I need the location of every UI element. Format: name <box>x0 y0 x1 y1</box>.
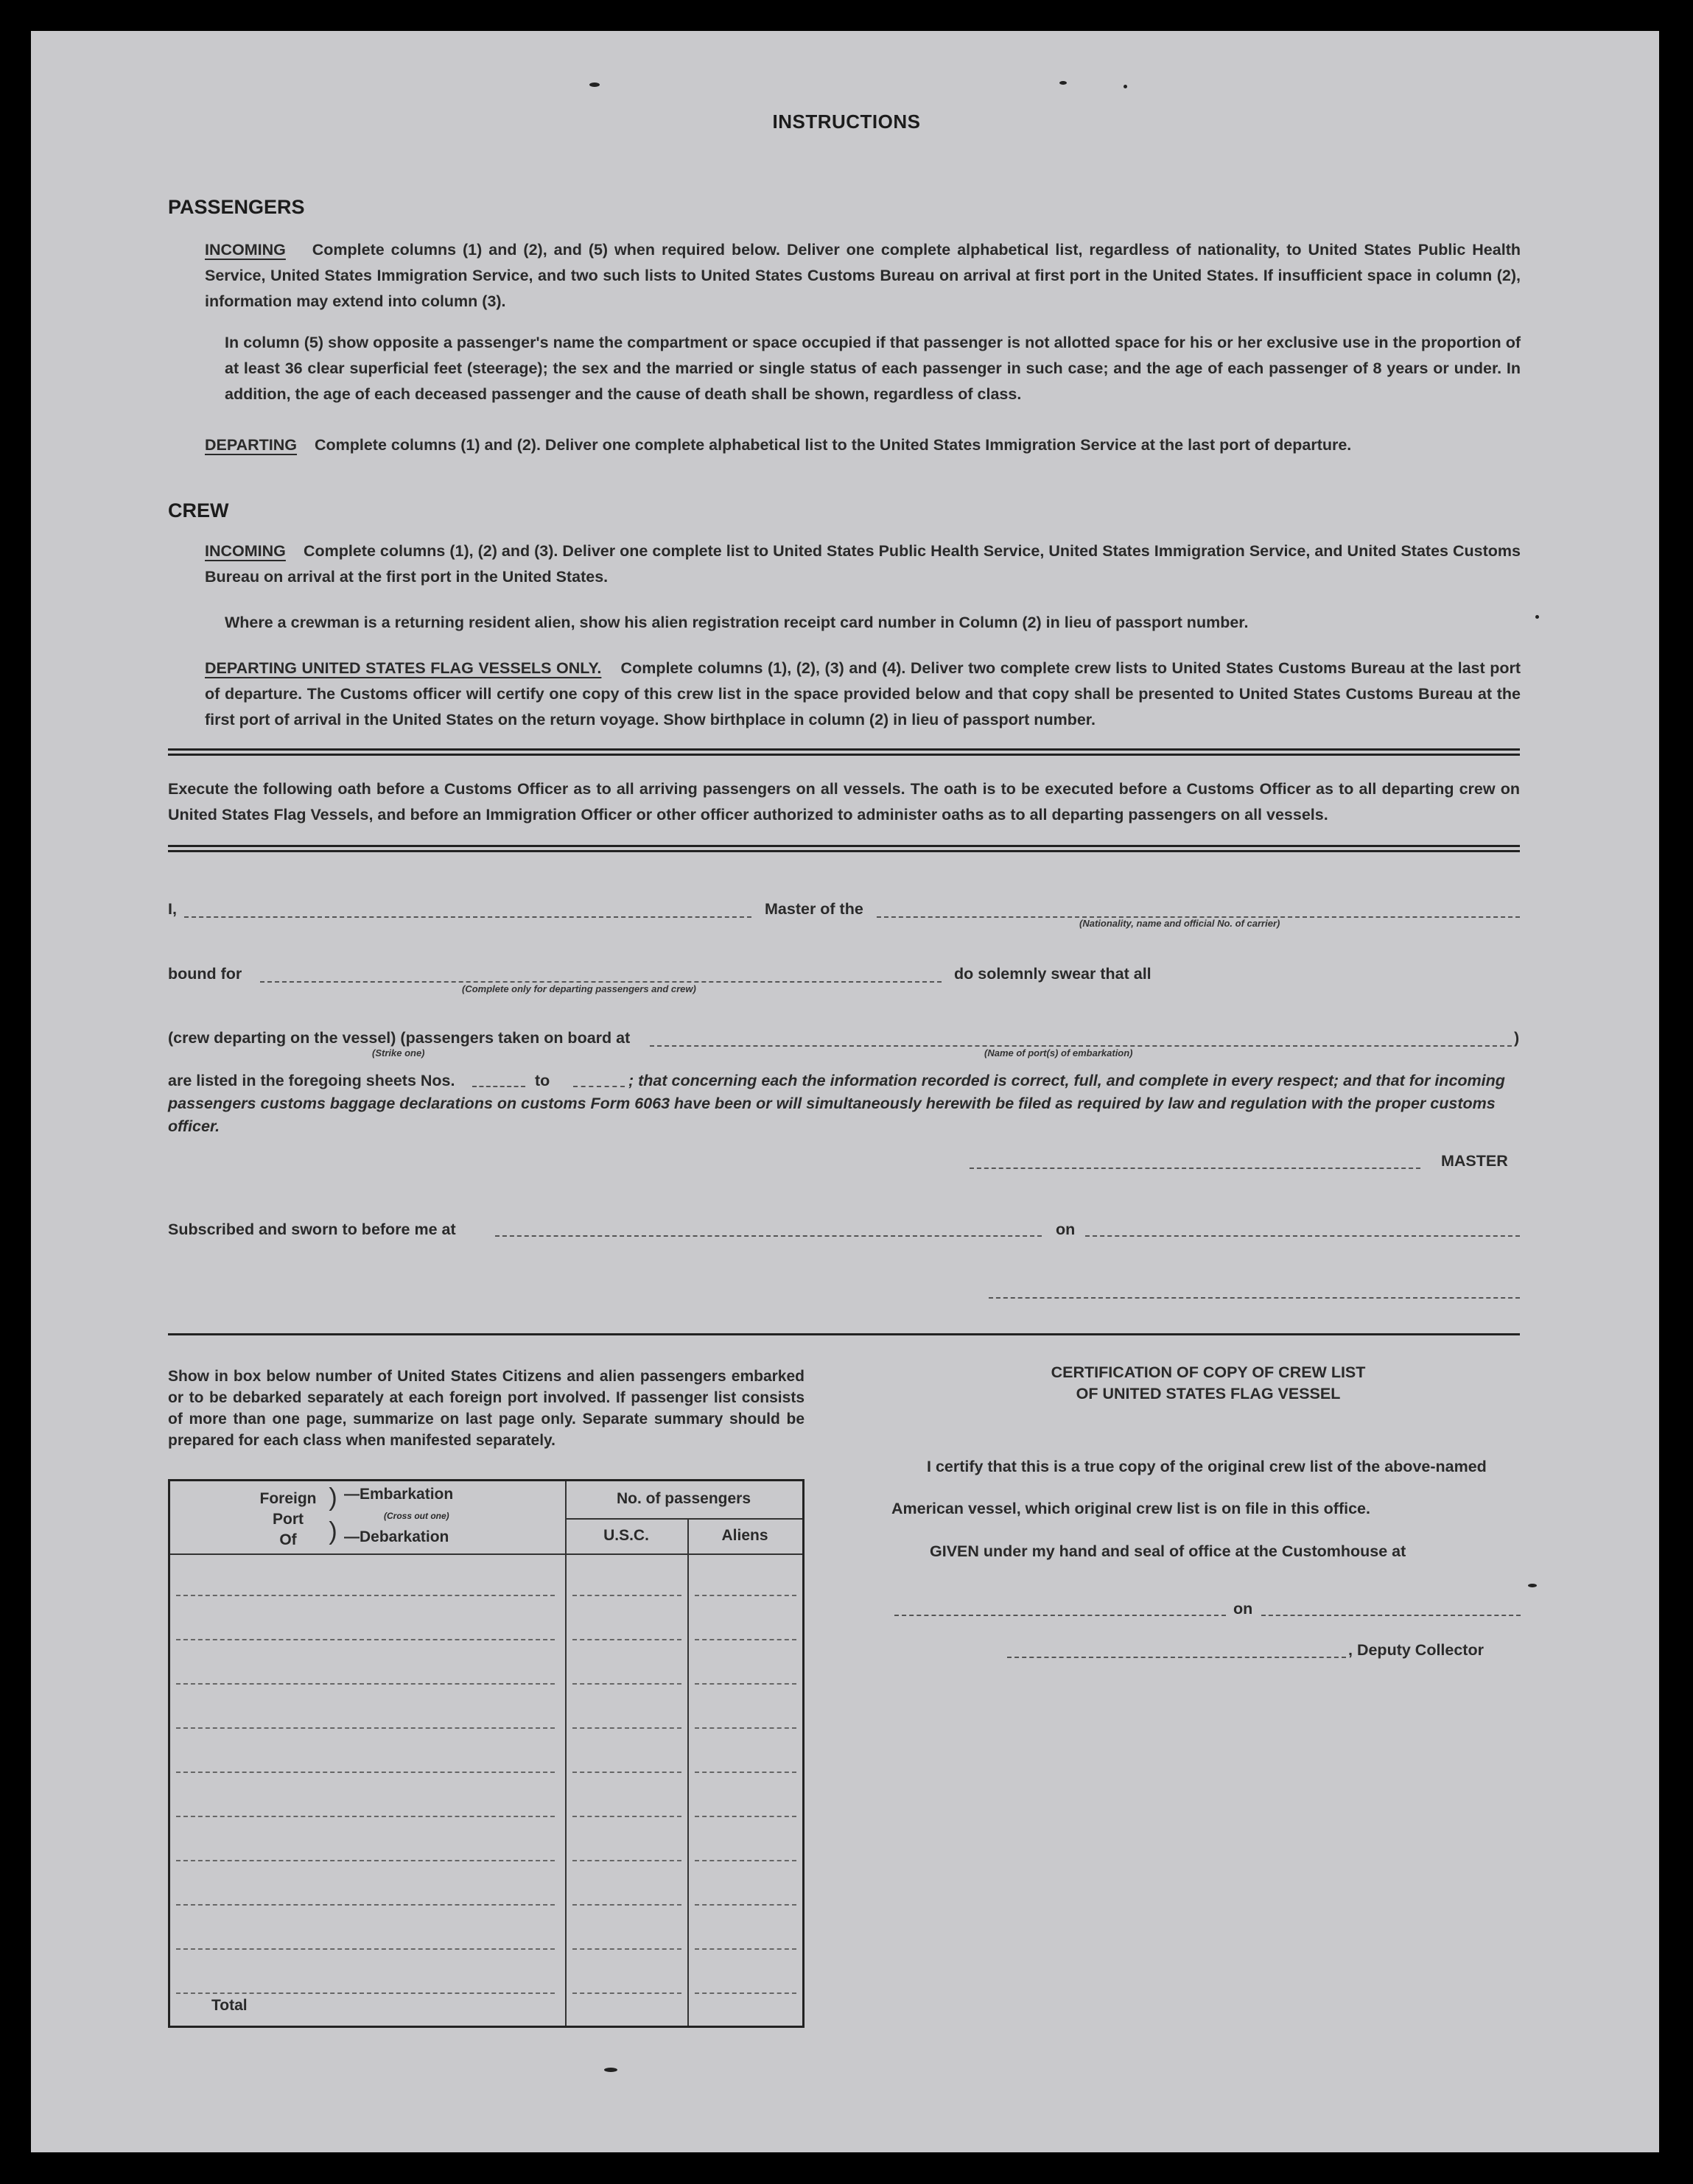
table-row[interactable] <box>695 1727 796 1729</box>
no-passengers-header: No. of passengers <box>616 1490 751 1507</box>
bound-for-field[interactable] <box>260 981 942 983</box>
subscribed-label: Subscribed and sworn to before me at <box>168 1221 456 1238</box>
table-header-rule <box>170 1553 802 1555</box>
table-row[interactable] <box>572 1727 681 1729</box>
table-row[interactable] <box>695 1595 796 1596</box>
embarkation-label: —Embarkation <box>344 1486 454 1503</box>
table-row[interactable] <box>176 1683 555 1685</box>
crew-incoming-label: INCOMING <box>205 542 286 560</box>
listed-prefix: are listed in the foregoing sheets Nos. <box>168 1072 455 1089</box>
master-signature-field[interactable] <box>970 1168 1420 1169</box>
passengers-heading: PASSENGERS <box>168 196 305 218</box>
table-row[interactable] <box>695 1639 796 1640</box>
table-row[interactable] <box>176 1860 555 1861</box>
crew-departing-text: Complete columns (1), (2), (3) and (4). Deliver two complete crew lists to United States Customs Bureau at the last port of departure. The Customs officer will certify one copy of this crew list in the space provided below and that copy shall be presented to United States Customs Bureau at the first port of arrival in the United States on the return voyage. Show birthplace in column (2) in lieu of passport number. <box>205 659 1521 728</box>
subscribed-on-label: on <box>1056 1221 1076 1238</box>
cross-out-note: (Cross out one) <box>384 1511 449 1521</box>
summary-instructions: Show in box below number of United States Citizens and alien passengers embarked or to be debarked separately at each foreign port involved. If passenger list consists of more than one page, summarize on last page only. Separate summary should be prepared for each class when manifested separately. <box>168 1368 805 1449</box>
close-paren: ) <box>1514 1029 1520 1047</box>
table-row[interactable] <box>176 1772 555 1773</box>
table-row[interactable] <box>695 1860 796 1861</box>
scan-mark <box>1059 81 1067 85</box>
table-row[interactable] <box>695 1772 796 1773</box>
table-row[interactable] <box>695 1683 796 1685</box>
table-row[interactable] <box>176 1727 555 1729</box>
scan-mark <box>589 82 600 87</box>
certify-line-1: I certify that this is a true copy of the original crew list of the above-named <box>927 1458 1487 1475</box>
table-row[interactable] <box>572 1992 681 1994</box>
passengers-incoming-label: INCOMING <box>205 241 286 259</box>
certification-title-line-1: CERTIFICATION OF COPY OF CREW LIST <box>1051 1363 1366 1381</box>
oath-intro: Execute the following oath before a Customs Officer as to all arriving passengers on all vessels. The oath is to be executed before a Customs Officer as to all departing crew on United States Flag Vessels, and before an Immigration Officer or other officer authorized to administer oaths as to all departing passengers on all vessels. <box>168 780 1520 824</box>
master-name-field[interactable] <box>184 916 751 918</box>
brace-bottom: ) <box>329 1517 337 1545</box>
given-line: GIVEN under my hand and seal of office at the Customhouse at <box>930 1542 1406 1560</box>
swear-label: do solemnly swear that all <box>954 965 1152 983</box>
subscribed-date-field[interactable] <box>1085 1235 1520 1237</box>
passengers-departing-label: DEPARTING <box>205 436 298 454</box>
table-row[interactable] <box>176 1992 555 1994</box>
passengers-incoming-paragraph <box>205 237 1521 315</box>
crew-incoming-paragraph <box>205 538 1521 590</box>
crew-heading: CREW <box>168 499 229 522</box>
table-row[interactable] <box>572 1639 681 1640</box>
master-label: MASTER <box>1441 1152 1508 1170</box>
certify-line-2: American vessel, which original crew list is on file in this office. <box>891 1500 1370 1517</box>
table-row[interactable] <box>695 1992 796 1994</box>
passengers-departing-paragraph <box>205 432 1521 458</box>
total-label: Total <box>211 1997 248 2014</box>
table-subheader-rule <box>565 1518 802 1520</box>
deputy-collector-label: , Deputy Collector <box>1348 1641 1484 1659</box>
table-row[interactable] <box>176 1904 555 1906</box>
table-divider <box>565 1481 567 2026</box>
sheet-to-field[interactable] <box>573 1086 625 1087</box>
aliens-header: Aliens <box>721 1527 768 1544</box>
table-row[interactable] <box>572 1816 681 1817</box>
certification-date-field[interactable] <box>1261 1615 1521 1616</box>
scan-mark <box>1124 85 1127 88</box>
table-divider <box>687 1518 689 2026</box>
passengers-column5-text: In column (5) show opposite a passenger's name the compartment or space occupied if that passenger is not allotted space for his or her exclusive use in the proportion of at least 36 clear superficial feet (steerage); the sex and the married or single status of each passenger in such case; and the age of each passenger of 8 years or under. In addition, the age of each deceased passenger and the cause of death shall be shown, regardless of class. <box>225 334 1521 403</box>
table-row[interactable] <box>176 1816 555 1817</box>
table-row[interactable] <box>176 1639 555 1640</box>
port-note: (Name of port(s) of embarkation) <box>984 1047 1133 1058</box>
listed-text-2: passengers customs baggage declarations on customs Form 6063 have been or will simultaneously herewith be filed as required by law and regulation with the proper customs <box>168 1095 1496 1112</box>
usc-header: U.S.C. <box>603 1527 649 1544</box>
table-row[interactable] <box>695 1948 796 1950</box>
crew-resident-text: Where a crewman is a returning resident alien, show his alien registration receipt card number in Column (2) in lieu of passport number. <box>225 614 1249 631</box>
bound-for-label: bound for <box>168 965 242 983</box>
certification-on-label: on <box>1233 1600 1253 1618</box>
foreign-label: Foreign <box>259 1490 317 1507</box>
table-row[interactable] <box>572 1860 681 1861</box>
passenger-summary-table <box>168 1479 805 2028</box>
port-of-embarkation-field[interactable] <box>650 1045 1512 1047</box>
debarkation-label: —Debarkation <box>344 1528 449 1545</box>
crew-departing-label: DEPARTING UNITED STATES FLAG VESSELS ONLY. <box>205 659 602 677</box>
certification-title-line-2: OF UNITED STATES FLAG VESSEL <box>1076 1385 1341 1402</box>
sheet-from-field[interactable] <box>472 1086 525 1087</box>
crew-departing-label: (crew departing on the vessel) (passengers taken on board at <box>168 1029 631 1047</box>
page-title: INSTRUCTIONS <box>772 110 921 133</box>
bound-note: (Complete only for departing passengers and crew) <box>462 983 696 994</box>
brace-top: ) <box>329 1483 337 1511</box>
of-label: Of <box>279 1531 297 1548</box>
deputy-signature-field[interactable] <box>1007 1657 1346 1658</box>
scan-mark <box>604 2068 617 2072</box>
table-row[interactable] <box>695 1904 796 1906</box>
table-row[interactable] <box>572 1683 681 1685</box>
listed-text: ; that concerning each the information recorded is correct, full, and complete in every respect; and that for incoming <box>628 1072 1505 1089</box>
subscribed-at-field[interactable] <box>495 1235 1042 1237</box>
strike-note: (Strike one) <box>372 1047 425 1058</box>
table-row[interactable] <box>176 1948 555 1950</box>
nationality-note: (Nationality, name and official No. of carrier) <box>1079 918 1280 929</box>
crew-incoming-text: Complete columns (1), (2) and (3). Deliver one complete list to United States Public Health Service, United States Immigration Service, and United States Customs Bureau on arrival at the first port in the United States. <box>205 542 1521 586</box>
crew-departing-paragraph <box>205 656 1521 733</box>
listed-to: to <box>535 1072 550 1089</box>
table-row[interactable] <box>572 1595 681 1596</box>
table-row[interactable] <box>176 1595 555 1596</box>
passengers-departing-text: Complete columns (1) and (2). Deliver one complete alphabetical list to the United States Immigration Service at the last port of departure. <box>314 436 1352 454</box>
double-rule <box>168 748 1520 756</box>
master-of-the-label: Master of the <box>765 900 863 918</box>
table-row[interactable] <box>572 1948 681 1950</box>
scan-mark <box>1528 1584 1537 1587</box>
listed-text-3: officer. <box>168 1117 220 1135</box>
single-rule <box>168 1333 1520 1335</box>
table-row[interactable] <box>695 1816 796 1817</box>
double-rule <box>168 845 1520 852</box>
table-row[interactable] <box>572 1772 681 1773</box>
table-row[interactable] <box>572 1904 681 1906</box>
customhouse-field[interactable] <box>894 1615 1226 1616</box>
scan-mark <box>1535 615 1539 619</box>
oath-i-label: I, <box>168 900 177 918</box>
officer-signature-field[interactable] <box>989 1297 1520 1299</box>
passengers-incoming-text: Complete columns (1) and (2), and (5) when required below. Deliver one complete alphabetical list, regardless of nationality, to United States Public Health Service, United States Immigration Service, and two such lists to United States Customs Bureau on arrival at first port in the United States. If insufficient space in column (2), information may extend into column (3). <box>205 241 1521 310</box>
port-label: Port <box>273 1511 304 1528</box>
